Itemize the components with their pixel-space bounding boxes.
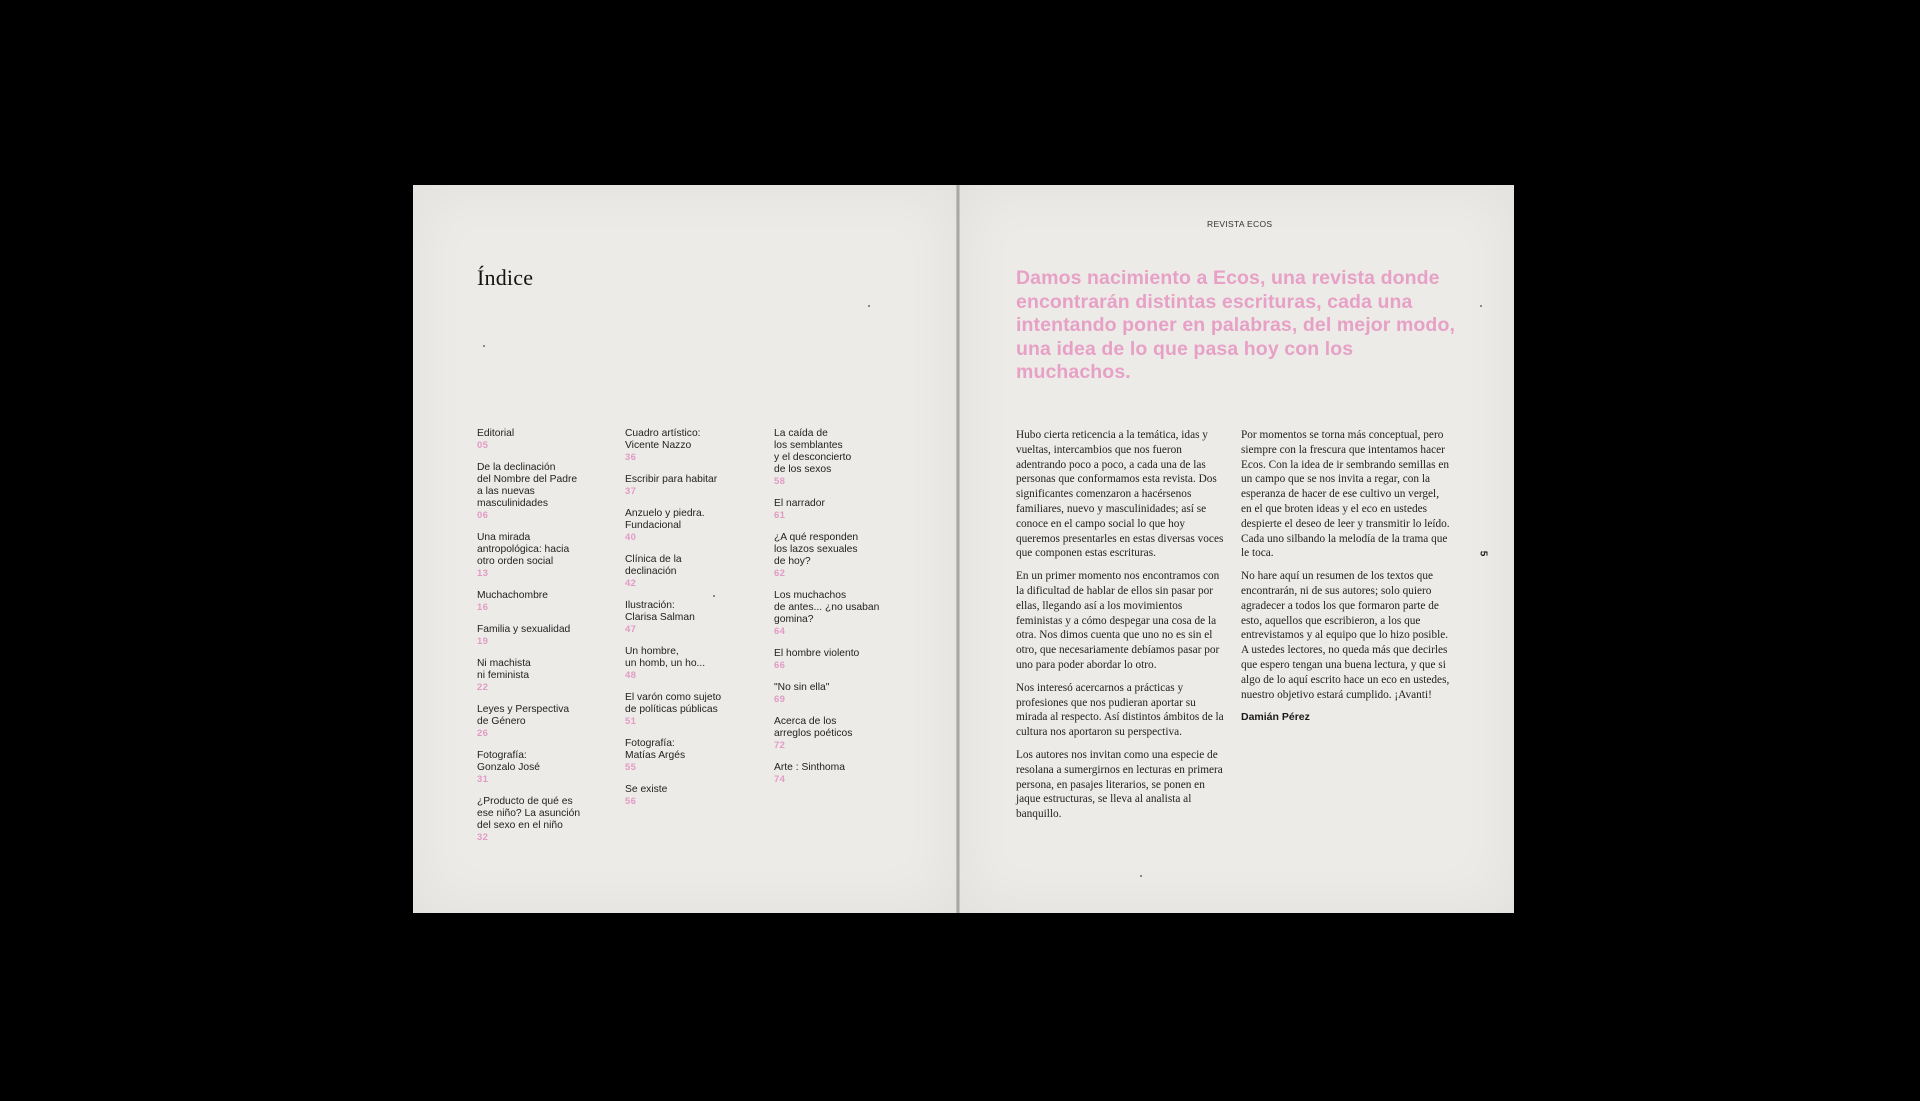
toc-entry-title: El hombre violento <box>774 648 860 659</box>
toc-entry-page: 56 <box>625 796 637 807</box>
paragraph: Los autores nos invitan como una especie de resolana a sumergirnos en lecturas en primera persona, en pasajes literarios, se ponen en jaque estructuras, se lleva al analista al banquillo. <box>1016 748 1223 821</box>
toc-entry <box>774 428 892 487</box>
paragraph: Hubo cierta reticencia a la temática, idas y vueltas, intercambios que nos fueron adentrando poco a poco, a cada una de las personas que conformamos esta revista. Dos significantes comenzaron a hacérsenos familiares, nuevo y masculinidades; así se conoce en el campo social lo que hoy queremos presentarles en estas diversas voces que componen estas escrituras. <box>1016 429 1224 560</box>
paper-speck <box>713 595 715 597</box>
paragraph: Nos interesó acercarnos a prácticas y profesiones que nos pudieran aportar su mirada al respecto. Así distintos ámbitos de la cultura nos aportaron su perspectiva. <box>1016 681 1224 739</box>
paragraph: No hare aquí un resumen de los textos que encontrarán, ni de sus autores; solo quiero agradecer a todos los que formaron parte de esto, aquellos que escribieron, a los que entrevistamos y al equipo que lo hizo posible. A ustedes lectores, no queda más que decirles que espero tengan una buena lectura, y que si algo de lo aquí escrito hace un eco en ustedes, nuestro objetivo estará cumplido. ¡Avanti! <box>1241 570 1450 701</box>
toc-entry-title: Muchachombre <box>477 590 548 601</box>
toc-entry-page: 69 <box>774 694 786 705</box>
toc-entry-title: El narrador <box>774 498 825 509</box>
toc-entry <box>625 474 743 497</box>
toc-column-2 <box>625 428 743 818</box>
toc-entry-page: 62 <box>774 568 786 579</box>
editorial-column-1 <box>1016 428 1226 830</box>
toc-entry <box>477 532 595 579</box>
toc-entry-title: Los muchachos de antes... ¿no usaban gomina? <box>774 590 880 625</box>
toc-entry <box>477 796 595 843</box>
toc-entry-page: 22 <box>477 682 489 693</box>
toc-entry-title: Escribir para habitar <box>625 474 718 485</box>
toc-entry-page: 47 <box>625 624 637 635</box>
toc-entry-title: Una mirada antropológica: hacia otro orden social <box>477 532 570 567</box>
toc-entry <box>625 692 743 727</box>
toc-entry <box>625 738 743 773</box>
toc-entry <box>774 682 892 705</box>
editorial-lead: Damos nacimiento a Ecos, una revista donde encontrarán distintas escrituras, cada una intentando poner en palabras, del mejor modo, una idea de lo que pasa hoy con los muchachos. <box>1016 267 1455 383</box>
paper-speck <box>868 305 870 307</box>
toc-entry-page: 06 <box>477 510 489 521</box>
toc-entry-page: 37 <box>625 486 637 497</box>
editorial-column-2 <box>1241 428 1451 733</box>
toc-entry-page: 36 <box>625 452 637 463</box>
toc-entry-title: Anzuelo y piedra. Fundacional <box>625 508 705 531</box>
toc-entry-page: 72 <box>774 740 786 751</box>
toc-entry-title: Editorial <box>477 428 515 439</box>
toc-entry-page: 26 <box>477 728 489 739</box>
toc-entry <box>625 554 743 589</box>
toc-entry <box>774 648 892 671</box>
toc-entry <box>477 750 595 785</box>
toc-column-1 <box>477 428 595 854</box>
toc-entry-page: 16 <box>477 602 489 613</box>
toc-entry-title: ¿A qué responden los lazos sexuales de hoy? <box>774 532 859 567</box>
toc-entry-page: 40 <box>625 532 637 543</box>
toc-entry-title: Familia y sexualidad <box>477 624 571 635</box>
toc-entry-page: 32 <box>477 832 489 843</box>
paragraph: En un primer momento nos encontramos con la dificultad de hablar de ellos sin pasar por ellas, llegando así a los movimientos feministas y a cómo despegar una cosa de la otra. Nos dimos cuenta que uno no es sin el otro, que necesariamente debíamos pasar por uno para poder abordar lo otro. <box>1016 570 1220 671</box>
toc-entry-title: Fotografía: Gonzalo José <box>477 750 540 773</box>
editorial-page <box>960 185 1514 913</box>
index-page <box>413 185 956 913</box>
paper-speck <box>1140 875 1142 877</box>
toc-entry-page: 55 <box>625 762 637 773</box>
toc-entry <box>774 762 892 785</box>
toc-entry-title: De la declinación del Nombre del Padre a las nuevas masculinidades <box>477 462 578 509</box>
paragraph: Por momentos se torna más conceptual, pero siempre con la frescura que intentamos hacer Ecos. Con la idea de ir sembrando semillas en un campo que se nos invita a regar, con la esperanza de hacer de ese cultivo un vergel, en el que broten ideas y el eco en ustedes despierte el deseo de leer y transmitir lo leído. Cada uno silbando la melodía de la trama que le toca. <box>1241 429 1450 560</box>
toc-entry-page: 66 <box>774 660 786 671</box>
toc-entry-title: Leyes y Perspectiva de Género <box>477 704 570 727</box>
toc-entry-page: 48 <box>625 670 637 681</box>
toc-entry-title: La caída de los semblantes y el desconcierto de los sexos <box>774 428 852 475</box>
toc-entry-title: Arte : Sinthoma <box>774 762 845 773</box>
toc-entry-title: Ni machista ni feminista <box>477 658 531 681</box>
toc-entry <box>477 624 595 647</box>
toc-entry <box>477 704 595 739</box>
page-number: 5 <box>1477 550 1489 557</box>
author-signature: Damián Pérez <box>1241 711 1310 724</box>
toc-entry <box>477 462 595 521</box>
toc-entry-title: Clínica de la declinación <box>625 554 682 577</box>
toc-entry-page: 74 <box>774 774 786 785</box>
toc-entry-page: 42 <box>625 578 637 589</box>
index-title: Índice <box>477 265 534 290</box>
toc-entry-page: 64 <box>774 626 786 637</box>
toc-entry-title: Un hombre, un homb, un ho... <box>625 646 706 669</box>
toc-entry-title: Ilustración: Clarisa Salman <box>625 600 695 623</box>
toc-entry-title: Fotografía: Matías Argés <box>625 738 686 761</box>
toc-entry-page: 13 <box>477 568 489 579</box>
toc-entry <box>625 428 743 463</box>
toc-entry <box>625 600 743 635</box>
toc-entry-page: 31 <box>477 774 489 785</box>
toc-entry <box>625 508 743 543</box>
paper-speck <box>1480 305 1482 307</box>
toc-entry-title: El varón como sujeto de políticas públicas <box>625 692 722 715</box>
running-header: REVISTA ECOS <box>1207 219 1273 229</box>
toc-entry-title: ¿Producto de qué es ese niño? La asunción del sexo en el niño <box>477 796 581 831</box>
toc-column-3 <box>774 428 892 796</box>
toc-entry <box>625 646 743 681</box>
toc-entry-title: "No sin ella" <box>774 682 830 693</box>
toc-entry <box>625 784 743 807</box>
toc-entry <box>477 658 595 693</box>
toc-entry-page: 61 <box>774 510 786 521</box>
toc-entry-title: Se existe <box>625 784 668 795</box>
toc-entry-page: 19 <box>477 636 489 647</box>
toc-entry <box>477 428 595 451</box>
toc-entry <box>774 498 892 521</box>
toc-entry-page: 05 <box>477 440 489 451</box>
toc-entry-page: 51 <box>625 716 637 727</box>
paper-speck <box>483 345 485 347</box>
toc-entry <box>477 590 595 613</box>
toc-entry <box>774 716 892 751</box>
toc-entry-title: Acerca de los arreglos poéticos <box>774 716 853 739</box>
toc-entry <box>774 590 892 637</box>
toc-entry <box>774 532 892 579</box>
toc-entry-page: 58 <box>774 476 786 487</box>
toc-entry-title: Cuadro artístico: Vicente Nazzo <box>625 428 701 451</box>
